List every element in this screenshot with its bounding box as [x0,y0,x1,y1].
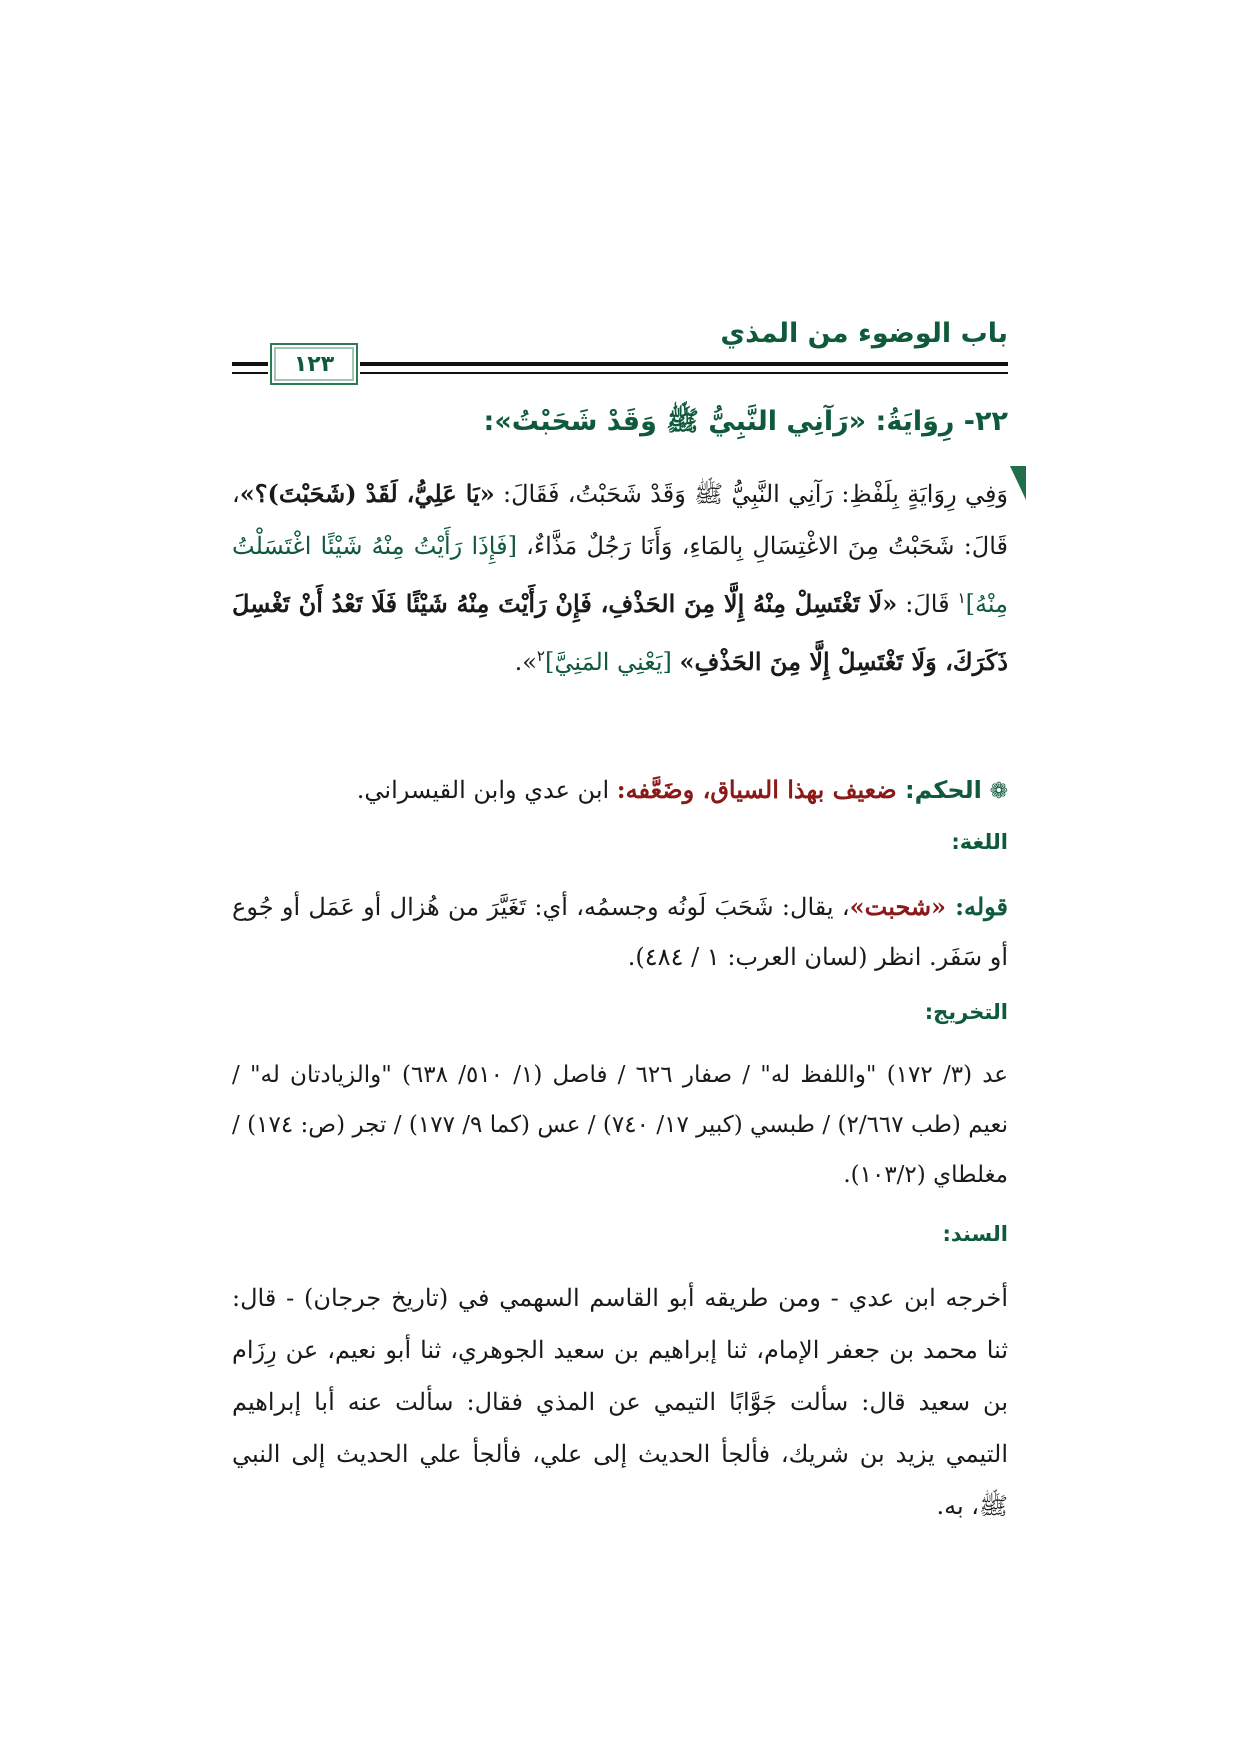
quote-part-4: [فَإِذَا رَأَيْتُ مِنْهُ شَيْئًا اغْتَسَلْتُ مِنْهُ] [232,532,1008,618]
quote-part-2: «يَا عَلِيُّ، لَقَدْ (شَحَبْتَ)؟» [239,479,495,508]
takhrij-heading: التخريج: [924,1000,1008,1024]
lugha-word: «شحبت» [849,892,947,921]
hadith-quote [232,468,1008,688]
ruling-verdict: ضعيف بهذا السياق، وضَعَّفه: [616,775,905,804]
footnote-1: ١ [957,589,966,607]
sanad-heading: السند: [942,1222,1008,1246]
header-rule-right-thick [360,362,1008,366]
header-rule-left-thin [232,372,268,374]
ruling-by: ابن عدي وابن القيسراني. [356,776,617,804]
sanad-text: أخرجه ابن عدي - ومن طريقه أبو القاسم السهمي في (تاريخ جرجان) - قال: ثنا محمد بن جعفر الإمام، ثنا إبراهيم بن سعيد الجوهري، ثنا أبو نعيم، عن رِزَام بن سعيد قال: سألت جَوَّابًا التيمي عن المذي فقال: سألت عنه أبا إبراهيم التيمي يزيد بن شريك، فألجأ الحديث إلى علي، فألجأ علي الحديث إلى النبي ﷺ، به. [232,1284,1008,1520]
page-number-badge [270,343,358,385]
lugha-key: قوله: [946,892,1009,921]
page-number: ١٢٣ [293,351,335,377]
flower-ornament-icon: ❁ [989,779,1008,804]
chapter-title: باب الوضوء من المذي [720,318,1008,349]
footnote-2: ٢ [536,647,545,665]
header-rule-left-thick [232,362,268,366]
lugha-body: ، يقال: شَحَبَ لَونُه وجسمُه، أي: تَغَيَّرَ من هُزال أو عَمَل أو جُوع أو سَفَر. انظر (لسان العرب: ١ / ٤٨٤). [232,893,1008,971]
takhrij-text: 󠁛عد (٣/ ١٧٢) "واللفظ له" / صفار ٦٢٦ / فاصل (١/ ٥١٠/ ٦٣٨) "والزيادتان له" / نعيم (طب ٢/٦٦٧) / طبسي (كبير ١٧/ ٧٤٠) / عس (كما ٩/ ١٧٧) / تجر (ص: ١٧٤) / مغلطاي (١٠٣/٢)󠁝. [232,1062,1009,1188]
quote-part-8: ». [514,648,537,676]
quote-part-7: [يَعْنِي المَنِيَّ] [544,648,680,676]
quote-part-5: قَالَ: [897,590,958,618]
section-heading: ٢٢- رِوَايَةُ: «رَآنِي النَّبِيُّ ﷺ وَقَدْ شَحَبْتُ»: [483,406,1008,437]
ruling-line [232,770,1008,812]
header-rule-right-thin [360,372,1008,374]
corner-ornament-icon [1010,466,1026,500]
quote-part-1: وَفِي رِوَايَةٍ بِلَفْظِ: رَآنِي النَّبِيُّ ﷺ وَقَدْ شَحَبْتُ، فَقَالَ: [494,480,1009,508]
quote-part-3: ، قَالَ: شَحَبْتُ مِنَ الاغْتِسَالِ بِالمَاءِ، وَأَنَا رَجُلٌ مَذَّاءٌ، [232,480,1008,560]
quote-part-6: «لَا تَغْتَسِلْ مِنْهُ إِلَّا مِنَ الحَذْفِ، فَإِنْ رَأَيْتَ مِنْهُ شَيْئًا فَلَا تَعْدُ أَنْ تَغْسِلَ ذَكَرَكَ، وَلَا تَغْتَسِلْ إِلَّا مِنَ الحَذْفِ» [232,589,1008,676]
lugha-heading: اللغة: [951,830,1008,854]
lugha-text [232,882,1008,982]
ruling-label: الحكم: [905,776,982,804]
